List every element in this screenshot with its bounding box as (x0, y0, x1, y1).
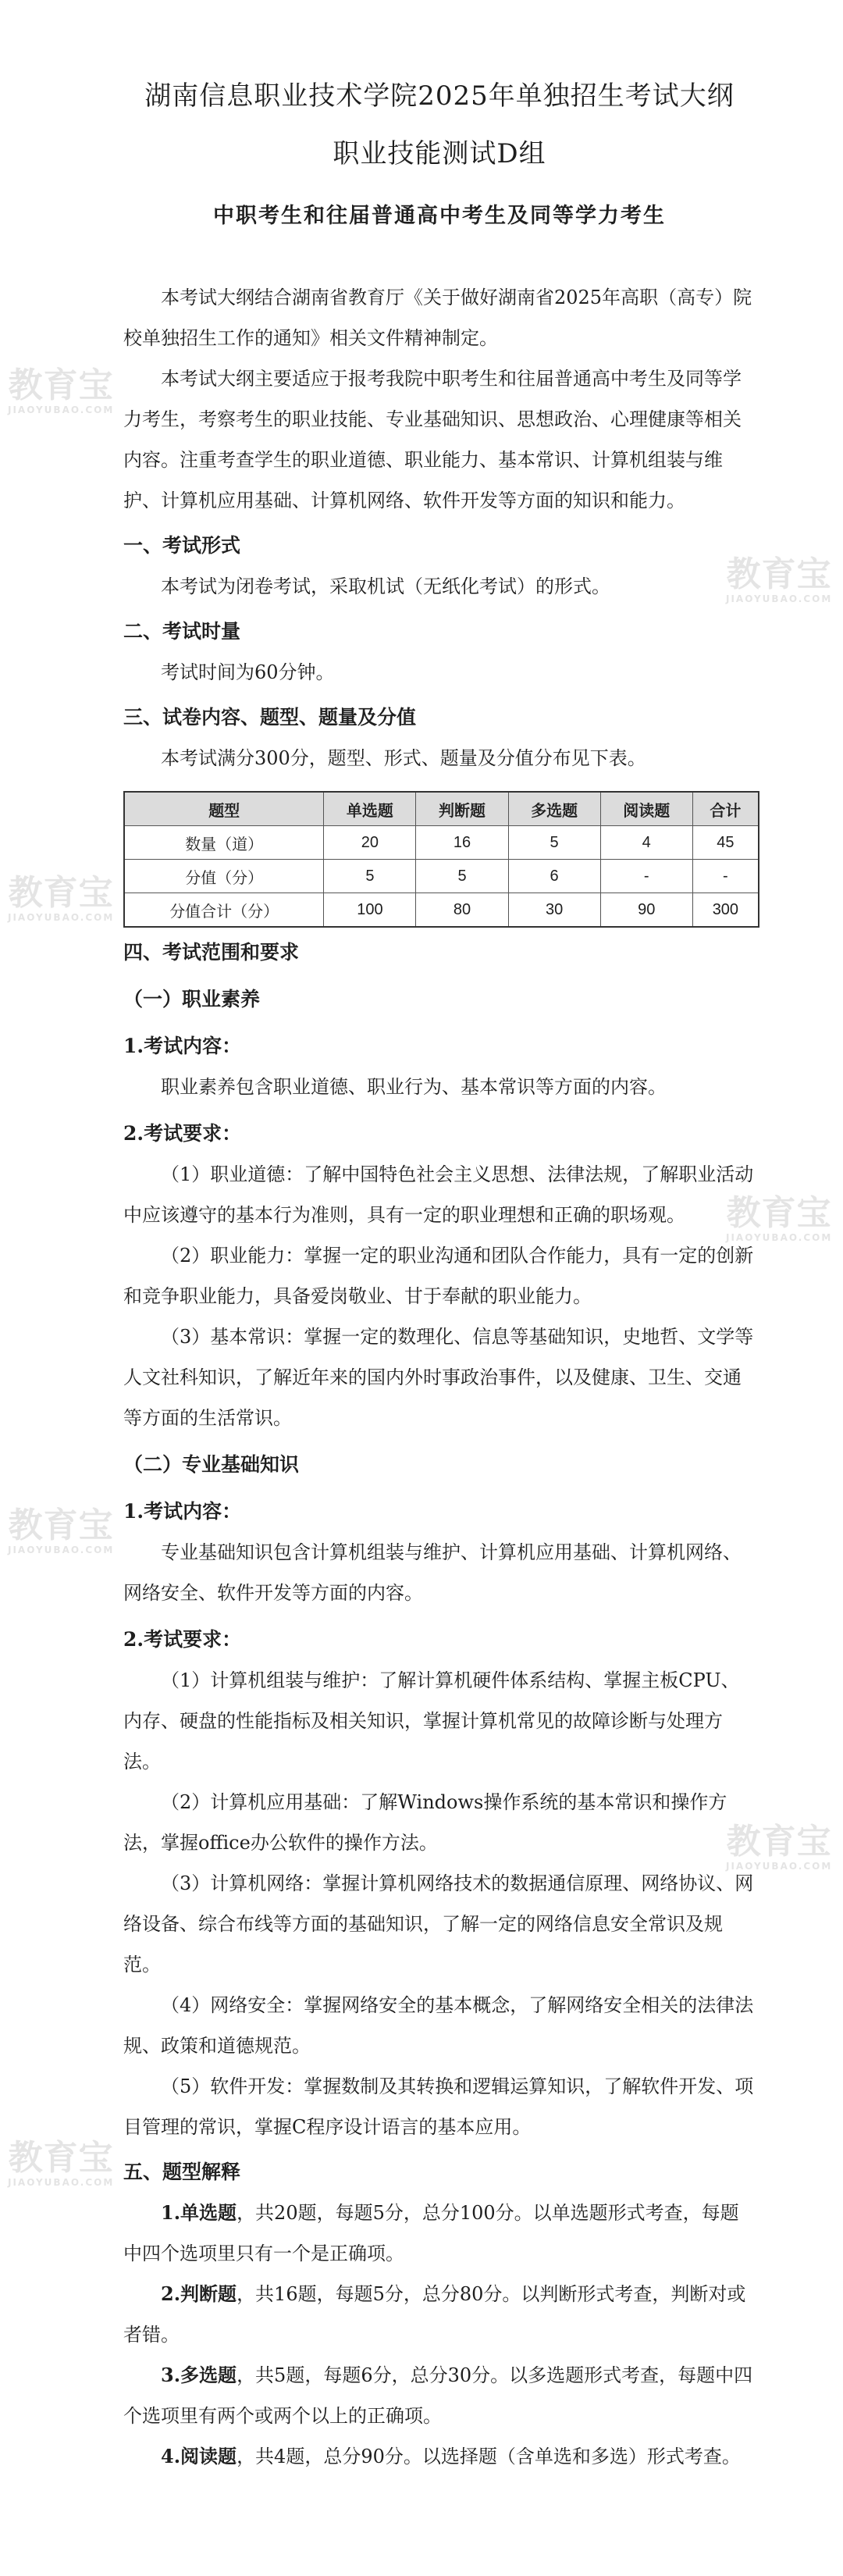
section-4b-content-heading: 1.考试内容： (123, 1500, 242, 1523)
section-4b-content-text: 专业基础知识包含计算机组装与维护、计算机应用基础、计算机网络、网络安全、软件开发等方面的内容。 (123, 1541, 742, 1604)
section-3-text: 本考试满分300分，题型、形式、题量及分值分布见下表。 (161, 747, 646, 769)
doc-subtitle: 中职考生和往届普通高中考生及同等学力考生 (213, 204, 666, 228)
table-row (124, 860, 759, 893)
table-cell: 分值合计（分） (124, 893, 324, 928)
watermark-logo: 教育宝 JIAOYUBAO.COM (8, 1505, 115, 1555)
table-cell: 45 (692, 826, 759, 860)
section-5-heading: 五、题型解释 (123, 2161, 241, 2183)
watermark-logo: 教育宝 JIAOYUBAO.COM (726, 1822, 833, 1872)
table-cell: 分值（分） (124, 860, 324, 893)
table-cell: - (692, 860, 759, 893)
doc-title: 湖南信息职业技术学院2025年单独招生考试大纲 (144, 80, 735, 112)
table-cell: 20 (324, 826, 416, 860)
score-table (123, 791, 759, 928)
section-4b-req-2: （2）计算机应用基础：了解Windows操作系统的基本常识和操作方法，掌握office办公软件的操作方法。 (123, 1791, 727, 1854)
watermark-logo: 教育宝 JIAOYUBAO.COM (8, 365, 115, 415)
table-cell: 5 (324, 860, 416, 893)
question-type-2-text: ，共16题，每题5分，总分80分。以判断形式考查，判断对或者错。 (123, 2283, 746, 2346)
section-4a-req-3: （3）基本常识：掌握一定的数理化、信息等基础知识，史地哲、文学等人文社科知识，了解近年来的国内外时事政治事件，以及健康、卫生、交通等方面的生活常识。 (123, 1326, 754, 1429)
section-4b-req-5: （5）软件开发：掌握数制及其转换和逻辑运算知识，了解软件开发、项目管理的常识，掌握C程序设计语言的基本应用。 (123, 2075, 754, 2138)
table-cell: 90 (600, 893, 692, 928)
section-4a-content-text: 职业素养包含职业道德、职业行为、基本常识等方面的内容。 (161, 1076, 667, 1098)
question-type-4 (123, 2436, 756, 2477)
table-cell: 30 (508, 893, 600, 928)
section-4a-req-heading: 2.考试要求： (123, 1122, 242, 1145)
question-type-4-text: ，共4题，总分90分。以选择题（含单选和多选）形式考查。 (237, 2446, 741, 2467)
section-2-heading: 二、考试时量 (123, 620, 241, 643)
table-cell: 6 (508, 860, 600, 893)
question-type-4-lead: 4.阅读题 (161, 2445, 237, 2467)
table-cell: 5 (416, 860, 508, 893)
section-1-heading: 一、考试形式 (123, 534, 241, 557)
section-4a-content-heading: 1.考试内容： (123, 1035, 242, 1057)
section-2-text: 考试时间为60分钟。 (161, 661, 335, 683)
section-4a-req-2: （2）职业能力：掌握一定的职业沟通和团队合作能力，具有一定的创新和竞争职业能力，具备爱岗敬业、甘于奉献的职业能力。 (123, 1245, 754, 1307)
table-header-cell: 阅读题 (600, 792, 692, 826)
table-row (124, 893, 759, 928)
table-cell: 100 (324, 893, 416, 928)
section-1-text: 本考试为闭卷考试，采取机试（无纸化考试）的形式。 (161, 575, 610, 597)
table-cell: 数量（道） (124, 826, 324, 860)
section-4b-heading: （二）专业基础知识 (123, 1453, 300, 1476)
question-type-1-text: ，共20题，每题5分，总分100分。以单选题形式考查，每题中四个选项里只有一个是正确项。 (123, 2202, 739, 2264)
section-4-heading: 四、考试范围和要求 (123, 941, 300, 964)
table-row (124, 826, 759, 860)
table-cell: 80 (416, 893, 508, 928)
question-type-3 (123, 2355, 756, 2436)
question-type-1 (123, 2193, 756, 2274)
doc-title-line2: 职业技能测试D组 (333, 138, 546, 169)
watermark-logo: 教育宝 JIAOYUBAO.COM (726, 554, 833, 604)
table-header-cell: 题型 (124, 792, 324, 826)
table-cell: - (600, 860, 692, 893)
watermark-logo: 教育宝 JIAOYUBAO.COM (8, 2138, 115, 2188)
table-header-cell: 判断题 (416, 792, 508, 826)
question-type-1-lead: 1.单选题 (161, 2201, 237, 2224)
section-3-heading: 三、试卷内容、题型、题量及分值 (123, 706, 417, 729)
section-4b-req-3: （3）计算机网络：掌握计算机网络技术的数据通信原理、网络协议、网络设备、综合布线等方面的基础知识，了解一定的网络信息安全常识及规范。 (123, 1872, 754, 1976)
table-header-cell: 合计 (692, 792, 759, 826)
section-4b-req-4: （4）网络安全：掌握网络安全的基本概念，了解网络安全相关的法律法规、政策和道德规范。 (123, 1994, 754, 2057)
section-4b-req-heading: 2.考试要求： (123, 1628, 242, 1651)
table-cell: 5 (508, 826, 600, 860)
table-header-cell: 单选题 (324, 792, 416, 826)
section-4a-req-1: （1）职业道德：了解中国特色社会主义思想、法律法规，了解职业活动中应该遵守的基本行为准则，具有一定的职业理想和正确的职场观。 (123, 1163, 754, 1226)
table-cell: 300 (692, 893, 759, 928)
table-cell: 4 (600, 826, 692, 860)
section-4a-heading: （一）职业素养 (123, 988, 261, 1010)
section-4b-req-1: （1）计算机组装与维护：了解计算机硬件体系结构、掌握主板CPU、内存、硬盘的性能指标及相关知识，掌握计算机常见的故障诊断与处理方法。 (123, 1669, 740, 1773)
question-type-2 (123, 2274, 756, 2355)
table-header-cell: 多选题 (508, 792, 600, 826)
question-type-3-lead: 3.多选题 (161, 2364, 237, 2386)
table-cell: 16 (416, 826, 508, 860)
question-type-3-text: ，共5题，每题6分，总分30分。以多选题形式考查，每题中四个选项里有两个或两个以上的正确项。 (123, 2364, 753, 2427)
intro-paragraph-2: 本考试大纲主要适应于报考我院中职考生和往届普通高中考生及同等学力考生，考察考生的职业技能、专业基础知识、思想政治、心理健康等相关内容。注重考查学生的职业道德、职业能力、基本常识、计算机组装与维护、计算机应用基础、计算机网络、软件开发等方面的知识和能力。 (123, 368, 742, 511)
question-type-2-lead: 2.判断题 (161, 2282, 237, 2305)
watermark-logo: 教育宝 JIAOYUBAO.COM (726, 1193, 833, 1243)
intro-paragraph-1: 本考试大纲结合湖南省教育厅《关于做好湖南省2025年高职（高专）院校单独招生工作的通知》相关文件精神制定。 (123, 287, 752, 349)
watermark-logo: 教育宝 JIAOYUBAO.COM (8, 873, 115, 923)
table-header-row (124, 792, 759, 826)
